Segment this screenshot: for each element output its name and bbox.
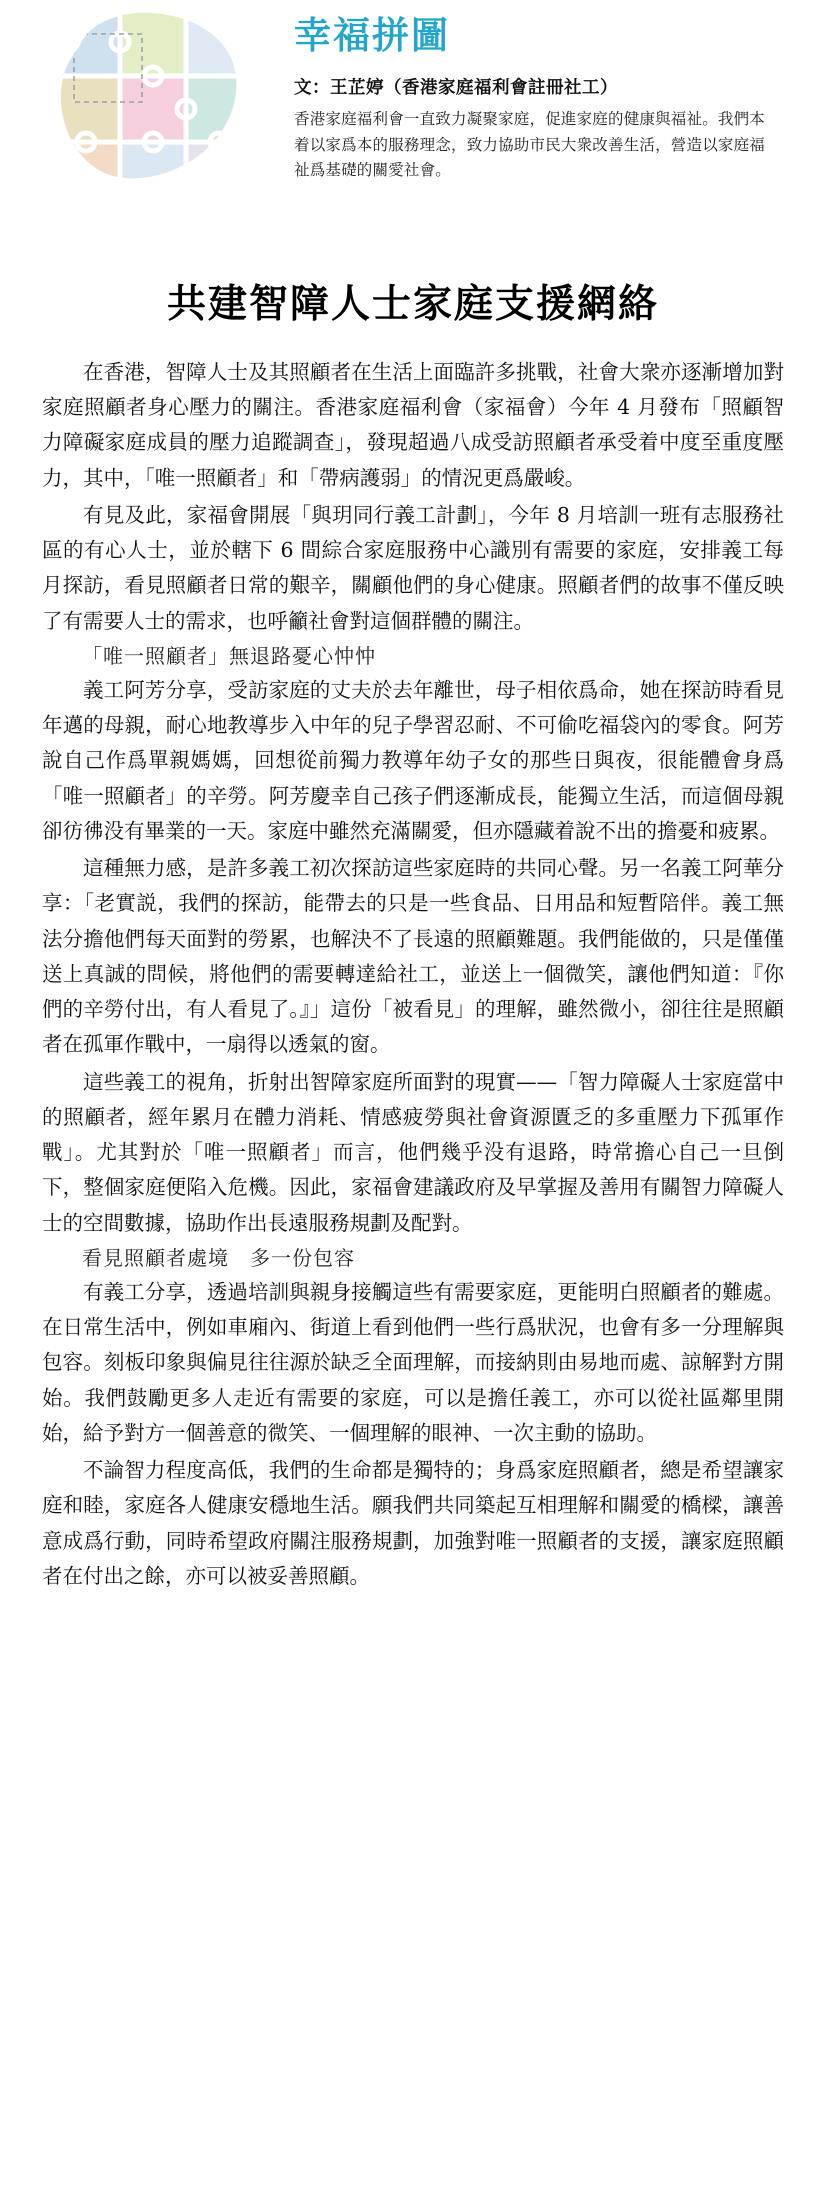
article-body [42,355,784,1594]
brand-title: 幸福拼圖 [294,14,450,57]
paragraph: 在香港，智障人士及其照顧者在生活上面臨許多挑戰，社會大衆亦逐漸增加對家庭照顧者身心壓力的關注。香港家庭福利會（家福會）今年 4 月發布「照顧智力障礙家庭成員的壓力追蹤調查」，發現超過八成受訪照顧者承受着中度至重度壓力，其中，「唯一照顧者」和「帶病護弱」的情況更爲嚴峻。 [42,359,784,490]
section-subheading: 「唯一照顧者」無退路憂心忡忡 [82,643,376,668]
paragraph: 有見及此，家福會開展「與玥同行義工計劃」，今年 8 月培訓一班有志服務社區的有心人士，並於轄下 6 間綜合家庭服務中心識別有需要的家庭，安排義工每月探訪，看見照顧者日常的艱辛，關顧他們的身心健康。照顧者們的故事不僅反映了有需要人士的需求，也呼籲社會對這個群體的關注。 [42,502,784,633]
section-subheading: 看見照顧者處境 多一份包容 [82,1245,355,1270]
paragraph: 有義工分享，透過培訓與親身接觸這些有需要家庭，更能明白照顧者的難處。在日常生活中，例如車廂內、街道上看到他們一些行爲狀況，也會有多一分理解與包容。刻板印象與偏見往往源於缺乏全面理解，而接納則由易地而處、諒解對方開始。我們鼓勵更多人走近有需要的家庭，可以是擔任義工，亦可以從社區鄰里開始，給予對方一個善意的微笑、一個理解的眼神、一次主動的協助。 [42,1279,784,1445]
organisation-description: 香港家庭福利會一直致力凝聚家庭，促進家庭的健康與福祉。我們本着以家爲本的服務理念，致力協助市民大衆改善生活，營造以家庭福祉爲基礎的關愛社會。 [294,110,766,179]
paragraph: 不論智力程度高低，我們的生命都是獨特的；身爲家庭照顧者，總是希望讓家庭和睦，家庭各人健康安穩地生活。願我們共同築起互相理解和關愛的橋樑，讓善意成爲行動，同時希望政府關注服務規劃，加強對唯一照顧者的支援，讓家庭照顧者在付出之餘，亦可以被妥善照顧。 [42,1458,784,1588]
masthead [42,0,784,262]
paragraph: 義工阿芳分享，受訪家庭的丈夫於去年離世，母子相依爲命，她在探訪時看見年邁的母親，耐心地教導步入中年的兒子學習忍耐、不可偷吃福袋內的零食。阿芳說自己作爲單親媽媽，回想從前獨力教導年幼子女的那些日與夜，很能體會身爲「唯一照顧者」的辛勞。阿芳慶幸自己孩子們逐漸成長，能獨立生活，而這個母親卻彷彿没有畢業的一天。家庭中雖然充滿關愛，但亦隱藏着說不出的擔憂和疲累。 [42,677,784,843]
page-title: 共建智障人士家庭支援網絡 [166,281,659,327]
paragraph: 這些義工的視角，折射出智障家庭所面對的現實——「智力障礙人士家庭當中的照顧者，經年累月在體力消耗、情感疲勞與社會資源匱乏的多重壓力下孤軍作戰」。尤其對於「唯一照顧者」而言，他們幾乎没有退路，時常擔心自己一旦倒下，整個家庭便陷入危機。因此，家福會建議政府及早掌握及善用有關智力障礙人士的空間數據，協助作出長遠服務規劃及配對。 [42,1069,784,1235]
byline: 文：王芷婷（香港家庭福利會註冊社工） [294,78,618,99]
masthead-text [294,14,776,183]
paragraph: 這種無力感，是許多義工初次探訪這些家庭時的共同心聲。另一名義工阿華分享：「老實説，我們的探訪，能帶去的只是一些食品、日用品和短暫陪伴。義工無法分擔他們每天面對的勞累，也解決不了長遠的照顧難題。我們能做的，只是僅僅送上真誠的問候，將他們的需要轉達給社工，並送上一個微笑，讓他們知道：『你們的辛勞付出，有人看見了。』」這份「被看見」的理解，雖然微小，卻往往是照顧者在孤軍作戰中，一扇得以透氣的窗。 [42,856,784,1057]
puzzle-illustration-icon [50,6,250,198]
